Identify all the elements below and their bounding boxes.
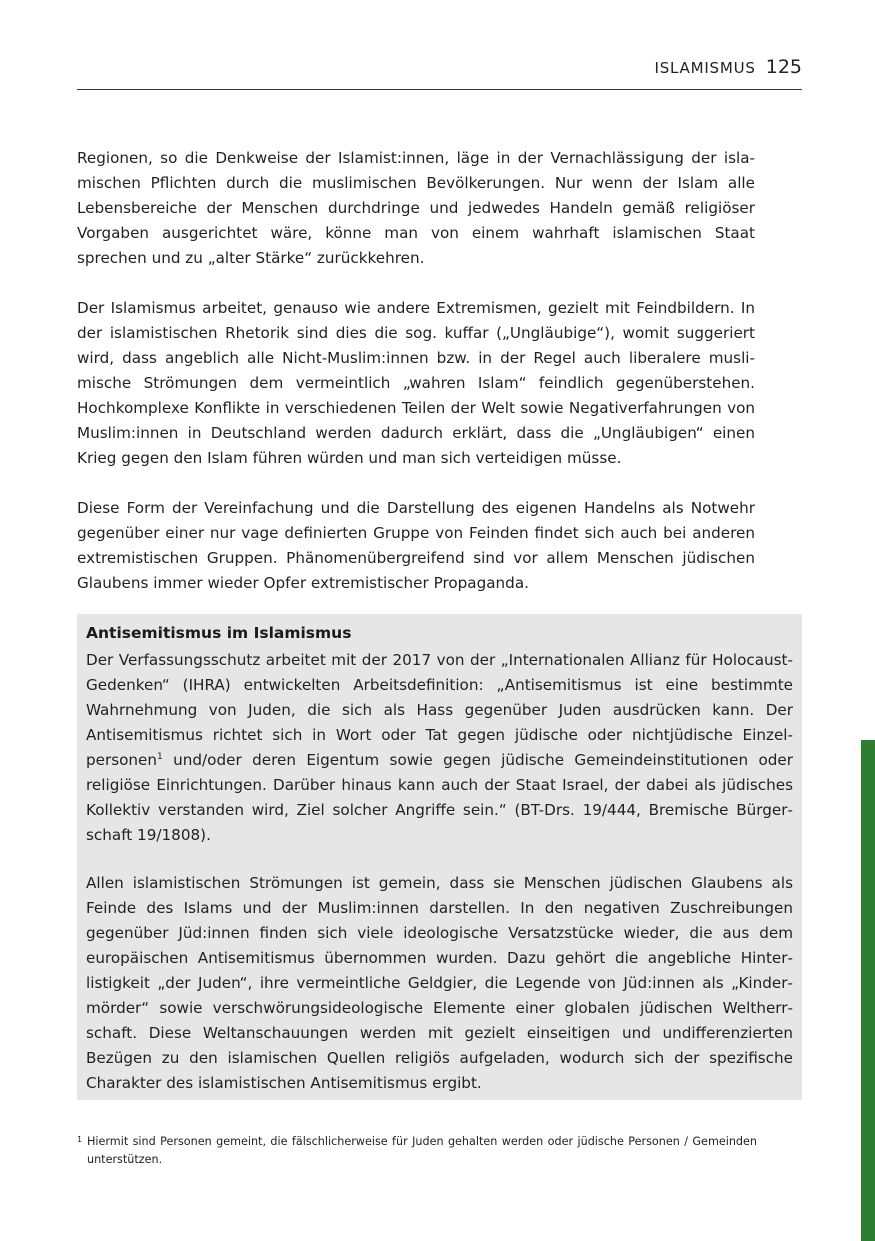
infobox-title: Antisemitismus im Islamismus — [86, 624, 352, 642]
footnote-mark: 1 — [77, 1135, 83, 1144]
page-number: 125 — [765, 56, 802, 78]
infobox-paragraph-2: Allen islamistischen Strömungen ist gemein, dass sie Menschen jüdischen Glaubens als Feinde des Islams und der Muslim:innen darstellen. In den negativen Zuschreibungen gegenüber Jüd:innen finden sich viele ideologische Versatzstücke wieder, die aus dem europäischen Antisemitismus übernommen wurden. Dazu gehört die angebliche Hinterlistigkeit „der Juden“, ihre vermeintliche Geldgier, die Legende von Jüd:innen als „Kindermörder“ sowie verschwörungsideologische Elemente einer globalen jüdischen Weltherrschaft. Diese Weltanschauungen werden mit gezielt einseitigen und undifferenzierten Bezügen zu den islamischen Quellen religiös aufgeladen, wodurch sich der spezifische Charakter des islamistischen Antisemitismus ergibt. — [86, 874, 793, 1092]
body-paragraph-1: Regionen, so die Denkweise der Islamist:innen, läge in der Vernachlässigung der islamischen Pflichten durch die muslimischen Bevölkerungen. Nur wenn der Islam alle Lebensbereiche der Menschen durchdringe und jedwedes Handeln gemäß religiöser Vorgaben ausgerichtet wäre, könne man von einem wahrhaft islamischen Staat sprechen und zu „alter Stärke“ zurückkehren. — [77, 149, 755, 267]
header-right — [654, 56, 802, 78]
running-head-title: ISLAMISMUS — [654, 59, 756, 77]
body-paragraph-2: Der Islamismus arbeitet, genauso wie andere Extremismen, gezielt mit Feindbildern. In der islamistischen Rhetorik sind dies die sog. kuffar („Ungläubige“), womit suggeriert wird, dass angeblich alle Nicht-Muslim:innen bzw. in der Regel auch liberalere muslimische Strömungen dem vermeintlich „wahren Islam“ feindlich gegenüberstehen. Hochkomplexe Konflikte in verschiedenen Teilen der Welt sowie Negativerfahrungen von Muslim:innen in Deutschland werden dadurch erklärt, dass die „Ungläubigen“ einen Krieg gegen den Islam führen würden und man sich verteidigen müsse. — [77, 299, 755, 467]
footnote-reference: 1 — [157, 751, 163, 762]
antisemitism-infobox — [77, 614, 802, 1100]
footnote-text: Hiermit sind Personen gemeint, die fälschlicherweise für Juden gehalten werden oder jüdische Personen / Gemeinden unterstützen. — [87, 1135, 757, 1166]
infobox-paragraph-1-text-a: Der Verfassungsschutz arbeitet mit der 2017 von der „Internationalen Allianz für Holocaust-Gedenken“ (IHRA) entwickelten Arbeitsdefinition: „Antisemitismus ist eine bestimmte Wahrnehmung von Juden, die sich als Hass gegenüber Juden ausdrücken kann. Der Antisemitismus richtet sich in Wort oder Tat gegen jüdische oder nichtjüdische Einzelpersonen — [86, 651, 793, 769]
infobox-paragraph-1 — [86, 648, 793, 848]
infobox-paragraph-1-text-b: und/oder deren Eigentum sowie gegen jüdische Gemeindeinstitutionen oder religiöse Einrichtungen. Darüber hinaus kann auch der Staat Israel, der dabei als jüdisches Kollektiv verstanden wird, Ziel solcher Angriffe sein.“ (BT-Drs. 19/444, Bremische Bürgerschaft 19/1808). — [86, 751, 793, 844]
body-paragraph-3: Diese Form der Vereinfachung und die Darstellung des eigenen Handelns als Notwehr gegenüber einer nur vage definierten Gruppe von Feinden findet sich auch bei anderen extremistischen Gruppen. Phänomenübergreifend sind vor allem Menschen jüdischen Glaubens immer wieder Opfer extremistischer Propaganda. — [77, 499, 755, 592]
footnote — [77, 1133, 757, 1169]
running-header — [77, 56, 802, 90]
chapter-side-tab — [861, 740, 875, 1241]
